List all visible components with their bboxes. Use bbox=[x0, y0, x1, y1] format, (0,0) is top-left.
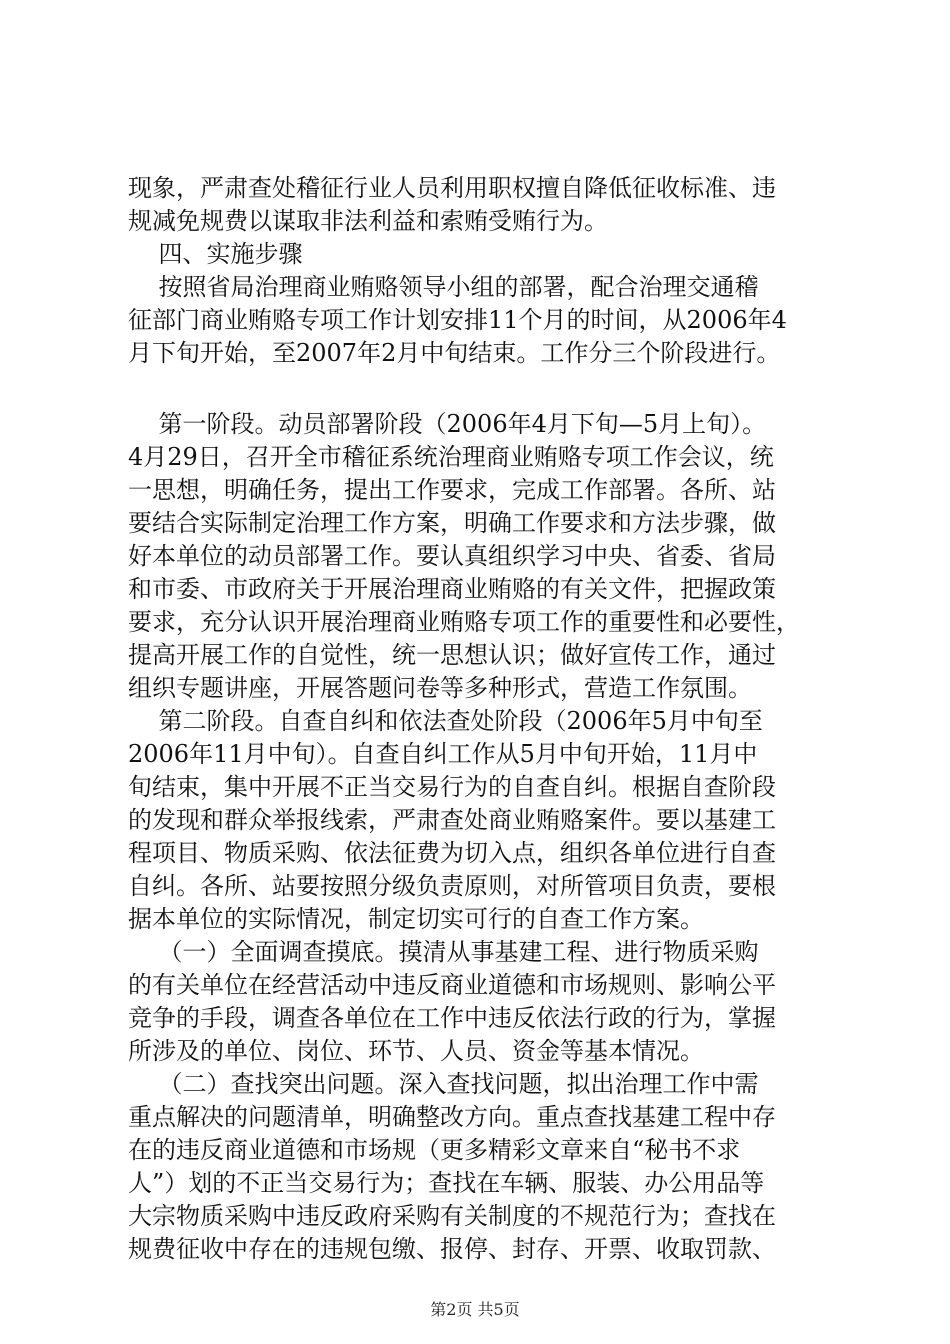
body-text-line: 征部门商业贿赂专项工作计划安排11个月的时间，从2006年4 bbox=[128, 306, 787, 334]
body-text-line: 和市委、市政府关于开展治理商业贿赂的有关文件，把握政策 bbox=[128, 575, 776, 603]
body-text-line: 人”）划的不正当交易行为；查找在车辆、服装、办公用品等 bbox=[128, 1169, 765, 1197]
body-text-line: 的有关单位在经营活动中违反商业道德和市场规则、影响公平 bbox=[128, 971, 776, 999]
body-text-line: 规费征收中存在的违规包缴、报停、封存、开票、收取罚款、 bbox=[128, 1235, 776, 1263]
body-text-line: 在的违反商业道德和市场规（更多精彩文章来自“秘书不求 bbox=[128, 1136, 741, 1164]
body-text-line: 大宗物质采购中违反政府采购有关制度的不规范行为；查找在 bbox=[128, 1202, 776, 1230]
body-text-line: 2006年11月中旬）。自查自纠工作从5月中旬开始，11月中 bbox=[128, 740, 758, 768]
body-text-line: 按照省局治理商业贿赂领导小组的部署，配合治理交通稽 bbox=[128, 273, 759, 301]
body-text-line: 现象，严肃查处稽征行业人员利用职权擅自降低征收标准、违 bbox=[128, 174, 776, 202]
body-text-line: 一思想，明确任务，提出工作要求，完成工作部署。各所、站 bbox=[128, 476, 776, 504]
body-text-line: 所涉及的单位、岗位、环节、人员、资金等基本情况。 bbox=[128, 1037, 704, 1065]
body-text-line: 组织专题讲座，开展答题问卷等多种形式，营造工作氛围。 bbox=[128, 674, 752, 702]
page-number-footer: 第2页 共5页 bbox=[430, 1300, 520, 1319]
body-text-line: 的发现和群众举报线索，严肃查处商业贿赂案件。要以基建工 bbox=[128, 806, 776, 834]
body-text-line: （一）全面调查摸底。摸清从事基建工程、进行物质采购 bbox=[128, 938, 759, 966]
body-text-line: 程项目、物质采购、依法征费为切入点，组织各单位进行自查 bbox=[128, 839, 776, 867]
body-text-line: 要求，充分认识开展治理商业贿赂专项工作的重要性和必要性， bbox=[128, 608, 800, 636]
body-text-line: 自纠。各所、站要按照分级负责原则，对所管项目负责，要根 bbox=[128, 872, 776, 900]
body-text-line: 旬结束，集中开展不正当交易行为的自查自纠。根据自查阶段 bbox=[128, 773, 776, 801]
section-heading: 四、实施步骤 bbox=[128, 240, 303, 268]
body-text-line: 竞争的手段，调查各单位在工作中违反依法行政的行为，掌握 bbox=[128, 1004, 776, 1032]
body-text-line: 要结合实际制定治理工作方案，明确工作要求和方法步骤，做 bbox=[128, 509, 776, 537]
body-text-line: 月下旬开始，至2007年2月中旬结束。工作分三个阶段进行。 bbox=[128, 339, 781, 367]
body-text-line: 第一阶段。动员部署阶段（2006年4月下旬—5月上旬）。 bbox=[128, 410, 767, 438]
body-text-line: 好本单位的动员部署工作。要认真组织学习中央、省委、省局 bbox=[128, 542, 776, 570]
body-text-line: 据本单位的实际情况，制定切实可行的自查工作方案。 bbox=[128, 905, 704, 933]
body-text-line: 重点解决的问题清单，明确整改方向。重点查找基建工程中存 bbox=[128, 1103, 776, 1131]
body-text-line: 4月29日，召开全市稽征系统治理商业贿赂专项工作会议，统 bbox=[128, 443, 774, 471]
body-text-line: 规减免规费以谋取非法利益和索贿受贿行为。 bbox=[128, 207, 608, 235]
body-text-line: （二）查找突出问题。深入查找问题，拟出治理工作中需 bbox=[128, 1070, 759, 1098]
body-text-line: 第二阶段。自查自纠和依法查处阶段（2006年5月中旬至 bbox=[128, 707, 763, 735]
body-text-line: 提高开展工作的自觉性，统一思想认识；做好宣传工作，通过 bbox=[128, 641, 776, 669]
